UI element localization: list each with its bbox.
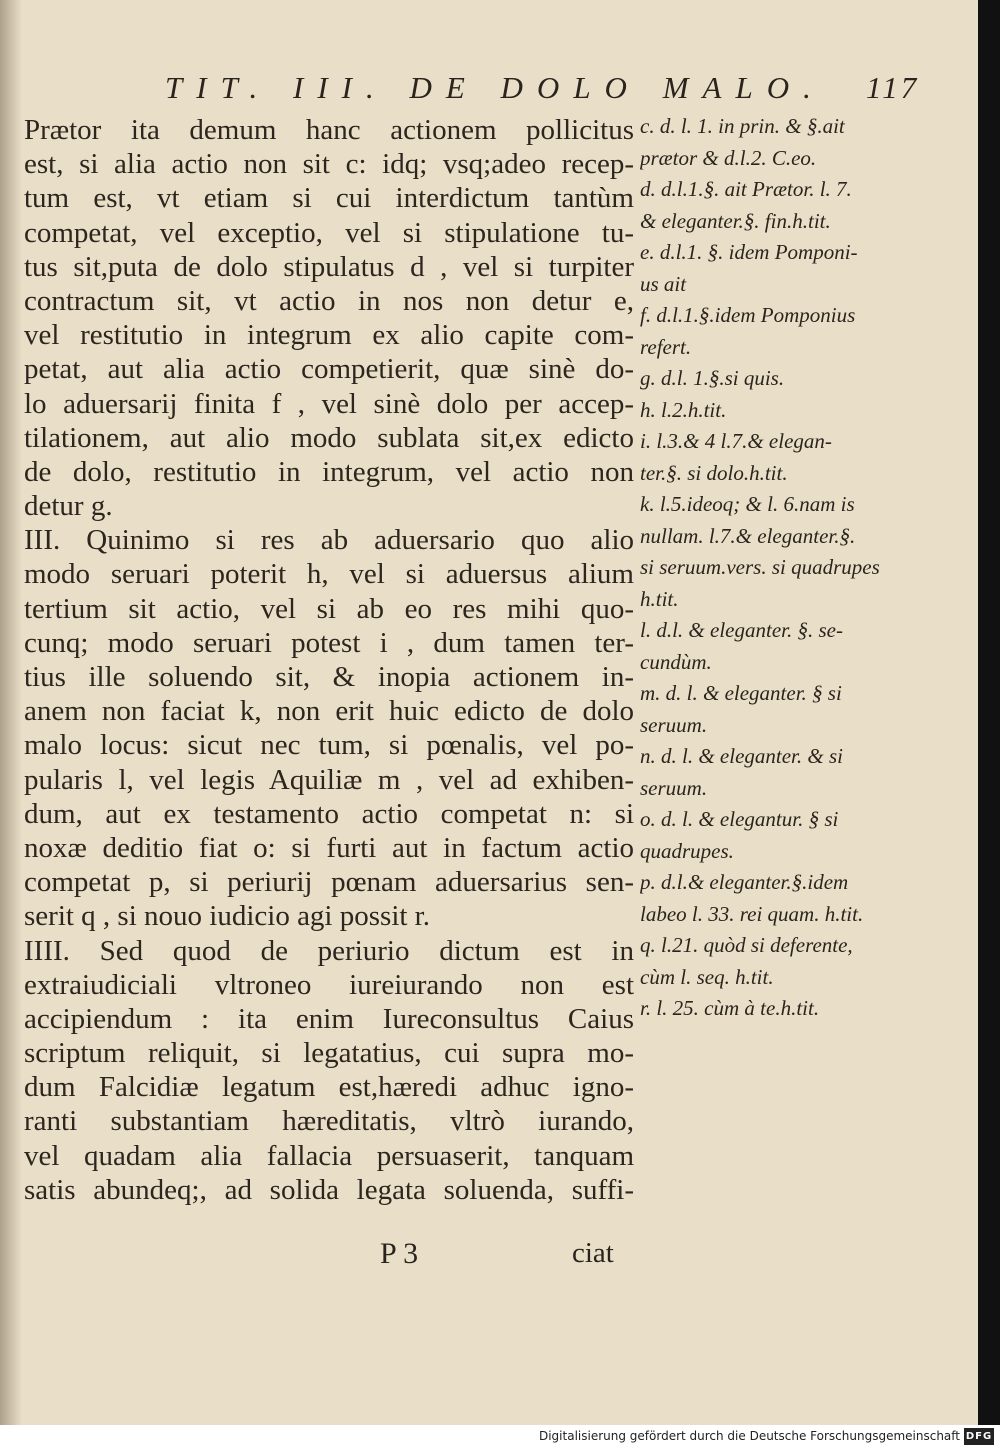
text-line: satis abundeq;, ad solida legata soluenda, suffi- [24, 1173, 634, 1206]
margin-note-line: h.tit. [640, 586, 679, 611]
margin-note-line: si seruum.vers. si quadrupes [640, 555, 880, 579]
funding-credit: Digitalisierung gefördert durch die Deutsche Forschungsgemeinschaft [538, 1429, 960, 1443]
margin-note-line: ter.§. si dolo.h.tit. [640, 460, 788, 485]
text-line: tilationem, aut alio modo sublata sit,ex edicto [24, 421, 634, 454]
text-line: cunq; modo seruari potest i , dum tamen ter- [24, 626, 634, 659]
text-line: detur g. [24, 490, 113, 523]
margin-note-line: prætor & d.l.2. C.eo. [640, 145, 817, 170]
text-line: pularis l, vel legis Aquiliæ m , vel ad exhiben- [24, 763, 634, 796]
signature-mark: P 3 [380, 1237, 419, 1270]
margin-note-line: n. d. l. & eleganter. & si [640, 744, 843, 768]
marginal-notes [640, 111, 940, 1025]
margin-note-line: i. l.3.& 4 l.7.& elegan- [640, 429, 832, 453]
margin-note-line: & eleganter.§. fin.h.tit. [640, 208, 831, 233]
margin-note-line: h. l.2.h.tit. [640, 397, 727, 422]
margin-note-line: o. d. l. & elegantur. § si [640, 807, 839, 831]
catchword: ciat [572, 1237, 614, 1269]
margin-note-line: nullam. l.7.& eleganter.§. [640, 523, 856, 548]
margin-note-line: e. d.l.1. §. idem Pomponi- [640, 240, 858, 264]
text-line: vel restitutio in integrum ex alio capite com- [24, 319, 634, 352]
text-line: IIII. Sed quod de periurio dictum est in [24, 934, 634, 967]
text-line: serit q , si nouo iudicio agi possit r. [24, 900, 430, 933]
running-title: TIT. III. DE DOLO MALO. [165, 70, 825, 105]
text-line: tertium sit actio, vel si ab eo res mihi quo- [24, 592, 634, 625]
text-line: competat, vel exceptio, vel si stipulatione tu- [24, 216, 634, 249]
text-line: lo aduersarij finita f , vel sinè dolo per accep- [24, 387, 634, 420]
footer-bar [0, 1425, 1000, 1449]
margin-note-line: k. l.5.ideoq; & l. 6.nam is [640, 492, 855, 516]
margin-note-line: f. d.l.1.§.idem Pomponius [640, 303, 856, 327]
text-line: III. Quinimo si res ab aduersario quo alio [24, 524, 634, 557]
dfg-logo: DFG [964, 1428, 994, 1445]
text-line: malo locus: sicut nec tum, si pœnalis, vel po- [24, 729, 634, 762]
text-line: dum Falcidiæ legatum est,hæredi adhuc igno- [24, 1071, 634, 1104]
margin-note-line: refert. [640, 334, 692, 359]
page-number: 117 [866, 70, 920, 105]
text-line: tus sit,puta de dolo stipulatus d , vel si turpiter [24, 250, 634, 283]
page-header [0, 70, 978, 110]
margin-note-line: us ait [640, 271, 687, 296]
main-text-block [24, 113, 634, 1207]
margin-note-line: r. l. 25. cùm à te.h.tit. [640, 996, 820, 1020]
text-line: modo seruari poterit h, vel si aduersus alium [24, 558, 634, 591]
margin-note-line: quadrupes. [640, 838, 734, 863]
text-line: ranti substantiam hæreditatis, vltrò iurando, [24, 1105, 634, 1138]
text-line: tum est, vt etiam si cui interdictum tantùm [24, 182, 634, 215]
text-line: vel quadam alia fallacia persuaserit, tanquam [24, 1139, 634, 1172]
margin-note-line: cùm l. seq. h.tit. [640, 964, 774, 989]
scan-border [978, 0, 1000, 1425]
text-line: Prætor ita demum hanc actionem pollicitus [24, 114, 634, 146]
text-line: anem non faciat k, non erit huic edicto de dolo [24, 695, 634, 728]
text-line: contractum sit, vt actio in nos non detur e, [24, 284, 634, 317]
margin-note-line: seruum. [640, 712, 708, 737]
text-line: de dolo, restitutio in integrum, vel actio non [24, 455, 634, 488]
text-line: tius ille soluendo sit, & inopia actionem in- [24, 661, 634, 693]
text-line: est, si alia actio non sit c: idq; vsq;adeo recep- [24, 148, 634, 181]
margin-note-line: seruum. [640, 775, 708, 800]
margin-note-line: labeo l. 33. rei quam. h.tit. [640, 901, 864, 926]
text-line: scriptum reliquit, si legatatius, cui supra mo- [24, 1037, 634, 1070]
margin-note-line: d. d.l.1.§. ait Prætor. l. 7. [640, 177, 852, 201]
text-line: competat p, si periurij pœnam aduersarius sen- [24, 866, 634, 899]
margin-note-line: q. l.21. quòd si deferente, [640, 933, 853, 957]
margin-note-line: m. d. l. & eleganter. § si [640, 681, 842, 705]
catchline [0, 1237, 978, 1277]
text-line: petat, aut alia actio competierit, quæ sinè do- [24, 353, 634, 386]
text-line: dum, aut ex testamento actio competat n: si [24, 797, 634, 830]
margin-note-line: g. d.l. 1.§.si quis. [640, 366, 785, 390]
margin-note-line: l. d.l. & eleganter. §. se- [640, 618, 843, 642]
margin-note-line: c. d. l. 1. in prin. & §.ait [640, 114, 845, 138]
text-line: accipiendum : ita enim Iureconsultus Caius [24, 1002, 634, 1035]
gutter-shadow [0, 0, 22, 1425]
margin-note-line: cundùm. [640, 649, 712, 674]
margin-note-line: p. d.l.& eleganter.§.idem [640, 870, 849, 894]
text-line: extraiudiciali vltroneo iureiurando non est [24, 968, 634, 1001]
text-line: noxæ deditio fiat o: si furti aut in factum actio [24, 831, 634, 864]
